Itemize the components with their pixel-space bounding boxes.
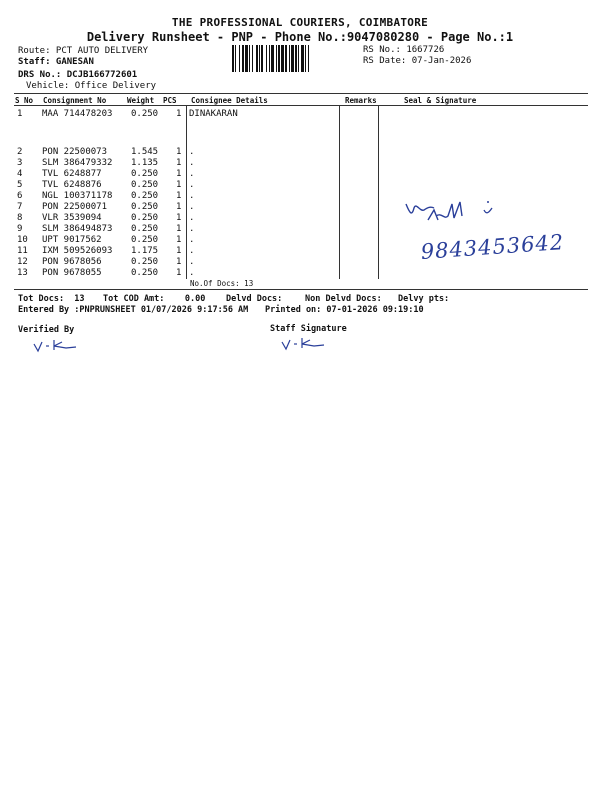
row-consignee: . xyxy=(189,213,195,223)
column-header-sno: S No xyxy=(15,96,34,105)
row-consignment: PON 22500073 xyxy=(42,147,108,157)
barcode-bar xyxy=(291,45,294,72)
barcode-bar xyxy=(266,45,267,72)
total-docs: Tot Docs: 13 xyxy=(18,294,85,304)
barcode-bar xyxy=(276,45,277,72)
non-delivered-docs: Non Delvd Docs: xyxy=(305,294,382,304)
row-consignee: . xyxy=(189,147,195,157)
row-consignee: . xyxy=(189,180,195,190)
row-sno: 11 xyxy=(17,246,28,256)
column-header-pcs: PCS xyxy=(163,96,177,105)
column-header-weight: Weight xyxy=(127,96,155,105)
barcode-bar xyxy=(289,45,290,72)
table-row xyxy=(0,213,600,224)
row-pcs: 1 xyxy=(176,191,182,201)
row-sno: 3 xyxy=(17,158,23,168)
table-row xyxy=(0,169,600,180)
barcode-bar xyxy=(278,45,280,72)
column-header-consignee: Consignee Details xyxy=(191,96,268,105)
no-of-docs: No.Of Docs: 13 xyxy=(190,279,254,288)
row-sno: 1 xyxy=(17,109,23,119)
row-consignment: SLM 386479332 xyxy=(42,158,113,168)
drs-number: DRS No.: DCJB166772601 xyxy=(18,70,138,80)
barcode-bar xyxy=(285,45,287,72)
row-weight: 0.250 xyxy=(131,169,159,179)
row-pcs: 1 xyxy=(176,180,182,190)
table-row xyxy=(0,147,600,158)
row-pcs: 1 xyxy=(176,235,182,245)
table-row xyxy=(0,109,600,120)
barcode-bar xyxy=(308,45,309,72)
table-row xyxy=(0,202,600,213)
barcode-bar xyxy=(239,45,240,72)
table-row xyxy=(0,268,600,279)
table-header-rule xyxy=(14,105,588,106)
handwritten-phone-number: 9843453642 xyxy=(420,229,565,264)
row-weight: 0.250 xyxy=(131,268,159,278)
document-title: THE PROFESSIONAL COURIERS, COIMBATORE xyxy=(171,16,429,29)
barcode-bar xyxy=(281,45,284,72)
row-sno: 13 xyxy=(17,268,28,278)
row-consignee: . xyxy=(189,202,195,212)
row-weight: 0.250 xyxy=(131,180,159,190)
row-consignee: . xyxy=(189,224,195,234)
row-sno: 5 xyxy=(17,180,23,190)
barcode-bar xyxy=(232,45,234,72)
barcode-bar xyxy=(301,45,304,72)
total-cod-amount: Tot COD Amt: 0.00 xyxy=(103,294,206,304)
row-pcs: 1 xyxy=(176,213,182,223)
document-subtitle: Delivery Runsheet - PNP - Phone No.:9047080280 - Page No.:1 xyxy=(86,30,514,44)
row-consignee: . xyxy=(189,268,195,278)
row-consignment: TVL 6248876 xyxy=(42,180,102,190)
row-consignment: PON 9678056 xyxy=(42,257,102,267)
barcode-bar xyxy=(305,45,306,72)
row-consignee: . xyxy=(189,235,195,245)
column-header-remarks: Remarks xyxy=(345,96,377,105)
barcode-bar xyxy=(235,45,236,72)
verified-by-label: Verified By xyxy=(18,325,75,335)
table-row xyxy=(0,180,600,191)
row-weight: 0.250 xyxy=(131,109,159,119)
row-weight: 0.250 xyxy=(131,257,159,267)
row-sno: 8 xyxy=(17,213,23,223)
row-sno: 10 xyxy=(17,235,28,245)
row-consignment: MAA 714478203 xyxy=(42,109,113,119)
row-sno: 12 xyxy=(17,257,28,267)
barcode-bar xyxy=(256,45,258,72)
row-consignment: TVL 6248877 xyxy=(42,169,102,179)
printed-on: Printed on: 07-01-2026 09:19:10 xyxy=(265,305,424,315)
column-header-seal: Seal & Signature xyxy=(404,96,477,105)
row-pcs: 1 xyxy=(176,268,182,278)
verifier-signature xyxy=(32,338,80,354)
route-label: Route: PCT AUTO DELIVERY xyxy=(18,46,149,56)
row-weight: 0.250 xyxy=(131,235,159,245)
delivery-points: Delvy pts: xyxy=(398,294,450,304)
row-pcs: 1 xyxy=(176,202,182,212)
row-sno: 6 xyxy=(17,191,23,201)
staff-label: Staff: GANESAN xyxy=(18,57,94,67)
rs-date: RS Date: 07-Jan-2026 xyxy=(363,56,472,66)
row-pcs: 1 xyxy=(176,109,182,119)
table-row xyxy=(0,191,600,202)
barcode-bar xyxy=(242,45,244,72)
row-pcs: 1 xyxy=(176,257,182,267)
consignee-signature xyxy=(400,196,500,228)
rs-number: RS No.: 1667726 xyxy=(363,45,445,55)
row-weight: 1.545 xyxy=(131,147,159,157)
barcode xyxy=(232,45,360,72)
row-consignee: . xyxy=(189,257,195,267)
table-top-rule xyxy=(14,93,588,94)
row-pcs: 1 xyxy=(176,147,182,157)
row-consignment: IXM 509526093 xyxy=(42,246,113,256)
table-bottom-rule xyxy=(14,289,588,290)
row-pcs: 1 xyxy=(176,246,182,256)
staff-signature-label: Staff Signature xyxy=(270,324,347,334)
row-weight: 1.175 xyxy=(131,246,159,256)
row-consignee: . xyxy=(189,158,195,168)
row-pcs: 1 xyxy=(176,224,182,234)
row-weight: 0.250 xyxy=(131,213,159,223)
barcode-bar xyxy=(252,45,253,72)
table-row xyxy=(0,257,600,268)
row-sno: 7 xyxy=(17,202,23,212)
row-weight: 0.250 xyxy=(131,224,159,234)
barcode-bar xyxy=(249,45,250,72)
delivered-docs: Delvd Docs: xyxy=(226,294,283,304)
row-sno: 9 xyxy=(17,224,23,234)
row-consignment: NGL 100371178 xyxy=(42,191,113,201)
entered-by: Entered By :PNPRUNSHEET 01/07/2026 9:17:56 AM xyxy=(18,305,249,315)
row-weight: 0.250 xyxy=(131,191,159,201)
row-weight: 1.135 xyxy=(131,158,159,168)
row-consignee: . xyxy=(189,191,195,201)
table-row xyxy=(0,158,600,169)
row-consignment: VLR 3539094 xyxy=(42,213,102,223)
barcode-bar xyxy=(269,45,270,72)
row-weight: 0.250 xyxy=(131,202,159,212)
barcode-bar xyxy=(298,45,299,72)
row-pcs: 1 xyxy=(176,169,182,179)
barcode-bar xyxy=(245,45,248,72)
column-header-consignment: Consignment No xyxy=(43,96,107,105)
barcode-bar xyxy=(261,45,263,72)
barcode-bar xyxy=(259,45,260,72)
row-sno: 4 xyxy=(17,169,23,179)
row-consignment: PON 22500071 xyxy=(42,202,108,212)
staff-signature-mark xyxy=(280,336,328,352)
row-consignee: DINAKARAN xyxy=(189,109,238,119)
row-sno: 2 xyxy=(17,147,23,157)
row-consignment: UPT 9017562 xyxy=(42,235,102,245)
row-consignment: PON 9678055 xyxy=(42,268,102,278)
row-pcs: 1 xyxy=(176,158,182,168)
row-consignee: . xyxy=(189,246,195,256)
barcode-bar xyxy=(271,45,274,72)
row-consignee: . xyxy=(189,169,195,179)
barcode-bar xyxy=(295,45,297,72)
row-consignment: SLM 386494873 xyxy=(42,224,113,234)
vehicle-label: Vehicle: Office Delivery xyxy=(26,81,157,91)
